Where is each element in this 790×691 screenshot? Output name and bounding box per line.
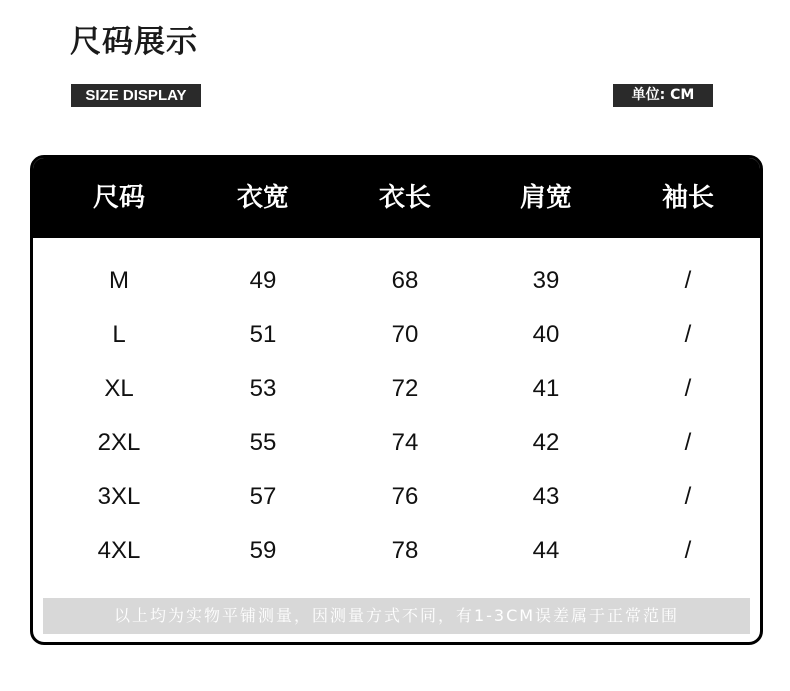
cell-sleeve: / <box>684 267 692 294</box>
cell-length: 76 <box>391 483 419 510</box>
table-row <box>33 416 760 470</box>
table-row <box>33 362 760 416</box>
header-width: 衣宽 <box>236 183 289 213</box>
cell-length: 74 <box>391 429 419 456</box>
cell-length: 72 <box>391 375 419 402</box>
table-row <box>33 470 760 524</box>
table-row <box>33 524 760 578</box>
cell-shoulder: 44 <box>532 537 560 564</box>
cell-size: L <box>112 321 126 348</box>
cell-length: 78 <box>391 537 419 564</box>
cell-width: 57 <box>249 483 277 510</box>
cell-size: 2XL <box>97 429 141 456</box>
cell-sleeve: / <box>684 321 692 348</box>
header-shoulder: 肩宽 <box>519 183 572 213</box>
cell-size: XL <box>104 375 134 402</box>
cell-sleeve: / <box>684 537 692 564</box>
cell-width: 55 <box>249 429 277 456</box>
table-row <box>33 254 760 308</box>
header-length: 衣长 <box>378 183 431 213</box>
cell-size: M <box>109 267 129 294</box>
cell-shoulder: 42 <box>532 429 560 456</box>
cell-size: 3XL <box>97 483 141 510</box>
cell-shoulder: 43 <box>532 483 560 510</box>
header-sleeve: 袖长 <box>661 183 714 213</box>
cell-width: 49 <box>249 267 277 294</box>
cell-sleeve: / <box>684 483 692 510</box>
cell-shoulder: 41 <box>532 375 560 402</box>
unit-badge: 单位: CM <box>613 84 713 107</box>
table-header <box>33 158 760 238</box>
size-table <box>30 155 763 645</box>
cell-sleeve: / <box>684 375 692 402</box>
cell-length: 70 <box>391 321 419 348</box>
header-size: 尺码 <box>92 183 145 213</box>
cell-length: 68 <box>391 267 419 294</box>
cell-width: 53 <box>249 375 277 402</box>
size-display-badge: SIZE DISPLAY <box>71 84 201 107</box>
cell-sleeve: / <box>684 429 692 456</box>
cell-width: 51 <box>249 321 277 348</box>
table-row <box>33 308 760 362</box>
cell-shoulder: 40 <box>532 321 560 348</box>
measurement-note: 以上均为实物平铺测量，因测量方式不同，有1-3CM误差属于正常范围 <box>43 598 750 634</box>
cell-width: 59 <box>249 537 277 564</box>
cell-shoulder: 39 <box>532 267 560 294</box>
page-title: 尺码展示 <box>70 24 198 60</box>
cell-size: 4XL <box>97 537 141 564</box>
